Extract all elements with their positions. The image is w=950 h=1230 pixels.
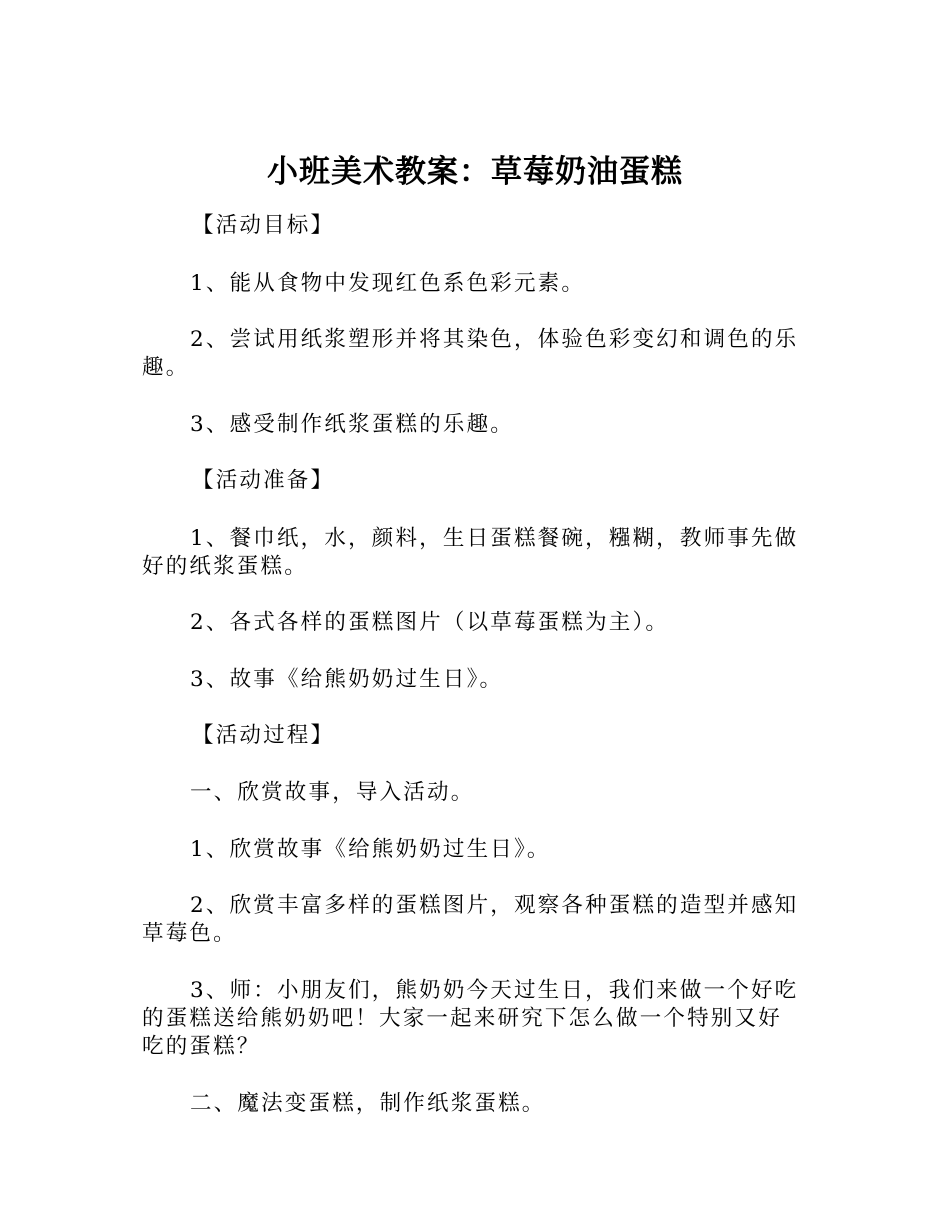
section-heading-goals: 【活动目标】 bbox=[192, 213, 335, 238]
paragraph: 2、欣赏丰富多样的蛋糕图片，观察各种蛋糕的造型并感知草莓色。 bbox=[142, 893, 799, 946]
document-title: 小班美术教案：草莓奶油蛋糕 bbox=[267, 154, 683, 190]
paragraph: 一、欣赏故事，导入活动。 bbox=[190, 780, 475, 805]
paragraph: 2、各式各样的蛋糕图片（以草莓蛋糕为主）。 bbox=[190, 610, 670, 635]
paragraph: 3、故事《给熊奶奶过生日》。 bbox=[190, 667, 504, 692]
paragraph: 二、魔法变蛋糕，制作纸浆蛋糕。 bbox=[190, 1091, 546, 1116]
paragraph: 3、感受制作纸浆蛋糕的乐趣。 bbox=[190, 412, 514, 437]
section-heading-preparation: 【活动准备】 bbox=[192, 468, 335, 493]
paragraph: 2、尝试用纸浆塑形并将其染色，体验色彩变幻和调色的乐趣。 bbox=[142, 327, 799, 380]
paragraph: 1、能从食物中发现红色系色彩元素。 bbox=[190, 271, 586, 296]
paragraph: 1、欣赏故事《给熊奶奶过生日》。 bbox=[190, 837, 551, 862]
paragraph: 3、师：小朋友们，熊奶奶今天过生日，我们来做一个好吃的蛋糕送给熊奶奶吧！大家一起来研究下怎么做一个特别又好吃的蛋糕？ bbox=[142, 978, 799, 1059]
paragraph: 1、餐巾纸，水，颜料，生日蛋糕餐碗，糨糊，教师事先做好的纸浆蛋糕。 bbox=[142, 526, 799, 579]
section-heading-process: 【活动过程】 bbox=[192, 723, 335, 748]
